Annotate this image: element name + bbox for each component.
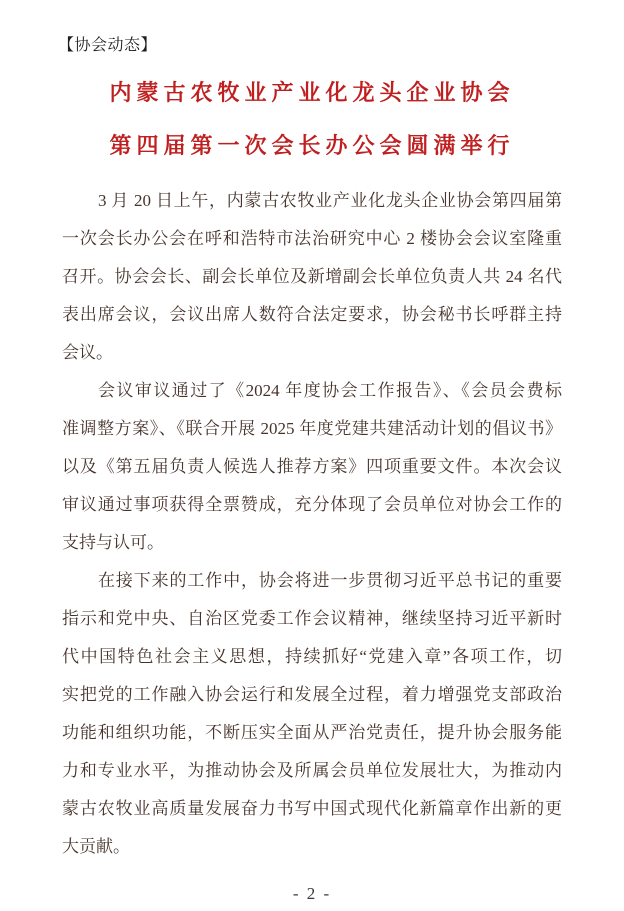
section-header: 【协会动态】: [58, 37, 158, 54]
text-line: 蒙古农牧业高质量发展奋力书写中国式现代化新篇章作出新的更: [62, 799, 562, 818]
text-line: 大贡献。: [62, 837, 130, 856]
paragraph: [62, 182, 562, 372]
text-line: 3 月 20 日上午，内蒙古农牧业产业化龙头企业协会第四届第: [98, 191, 562, 210]
text-line: 功能和组织功能，不断压实全面从严治党责任，提升协会服务能: [62, 723, 562, 742]
document-title-line1: 内蒙古农牧业产业化龙头企业协会: [109, 80, 515, 105]
text-line: 表出席会议，会议出席人数符合法定要求，协会秘书长呼群主持: [62, 305, 562, 324]
text-line: 指示和党中央、自治区党委工作会议精神，继续坚持习近平新时: [62, 609, 562, 628]
text-line: 审议通过事项获得全票赞成，充分体现了会员单位对协会工作的: [62, 495, 562, 514]
text-line: 力和专业水平，为推动协会及所属会员单位发展壮大，为推动内: [62, 761, 562, 780]
paragraph: [62, 562, 562, 866]
document-title-line2: 第四届第一次会长办公会圆满举行: [109, 133, 515, 158]
text-line: 召开。协会会长、副会长单位及新增副会长单位负责人共 24 名代: [62, 267, 562, 286]
document-body: [62, 182, 562, 866]
text-line: 准调整方案》、《联合开展 2025 年度党建共建活动计划的倡议书》: [62, 419, 562, 438]
paragraph: [62, 372, 562, 562]
text-line: 会议审议通过了《2024 年度协会工作报告》、《会员会费标: [98, 381, 562, 400]
text-line: 会议。: [62, 343, 113, 362]
text-line: 支持与认可。: [62, 533, 164, 552]
text-line: 实把党的工作融入协会运行和发展全过程，着力增强党支部政治: [62, 685, 562, 704]
text-line: 以及《第五届负责人候选人推荐方案》四项重要文件。本次会议: [62, 457, 562, 476]
text-line: 一次会长办公会在呼和浩特市法治研究中心 2 楼协会会议室隆重: [62, 229, 562, 248]
page-number: - 2 -: [292, 884, 332, 903]
text-line: 代中国特色社会主义思想，持续抓好“党建入章”各项工作，切: [62, 647, 562, 666]
text-line: 在接下来的工作中，协会将进一步贯彻习近平总书记的重要: [98, 571, 562, 590]
